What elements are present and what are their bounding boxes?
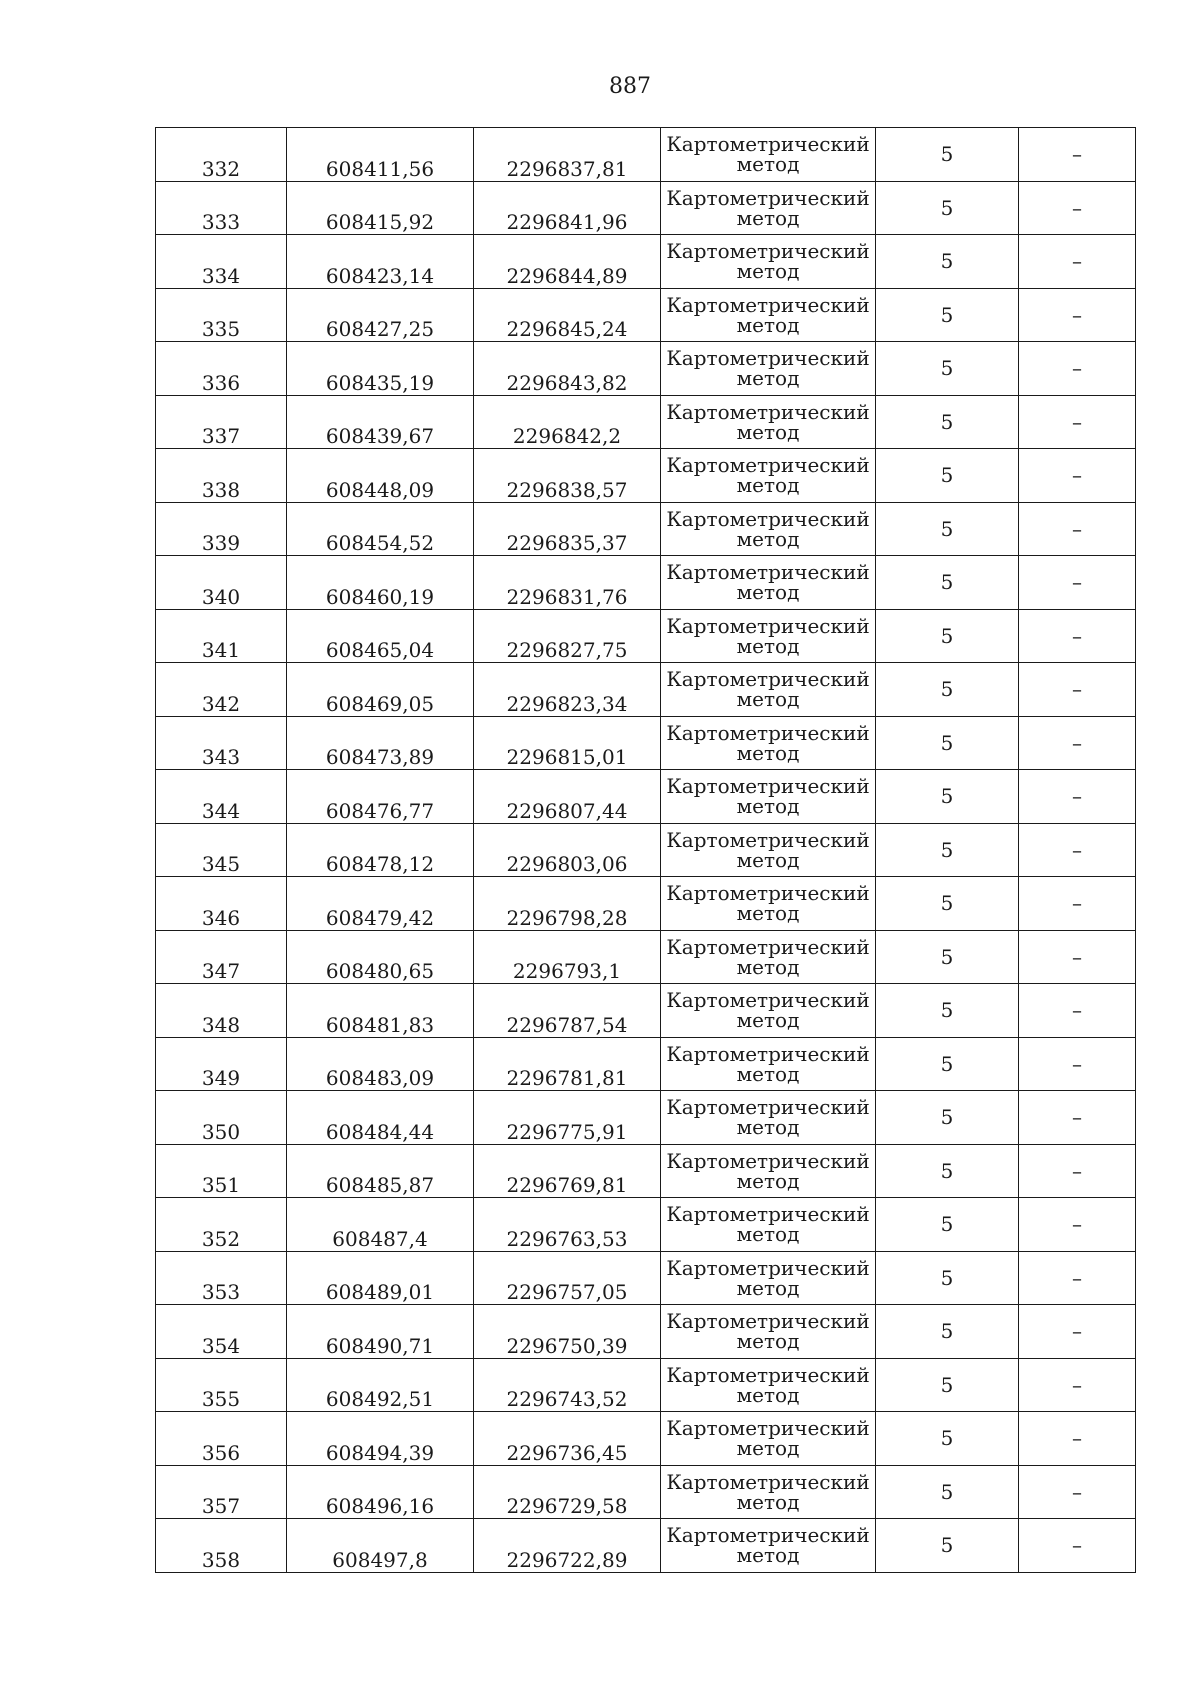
accuracy-cell: 5 xyxy=(876,1144,1019,1198)
method-cell: Картометрический метод xyxy=(661,342,876,396)
x-coordinate-cell: 608489,01 xyxy=(287,1251,474,1305)
x-coordinate-cell: 608490,71 xyxy=(287,1305,474,1359)
accuracy-cell: 5 xyxy=(876,1358,1019,1412)
method-cell: Картометрический метод xyxy=(661,877,876,931)
point-number-cell: 349 xyxy=(156,1037,287,1091)
y-coordinate-cell: 2296793,1 xyxy=(474,930,661,984)
table-row xyxy=(156,128,1136,182)
note-cell: – xyxy=(1019,1358,1136,1412)
accuracy-cell: 5 xyxy=(876,1198,1019,1252)
y-coordinate-cell: 2296736,45 xyxy=(474,1412,661,1466)
table-row xyxy=(156,288,1136,342)
y-coordinate-cell: 2296781,81 xyxy=(474,1037,661,1091)
y-coordinate-cell: 2296837,81 xyxy=(474,128,661,182)
y-coordinate-cell: 2296769,81 xyxy=(474,1144,661,1198)
accuracy-cell: 5 xyxy=(876,181,1019,235)
table-row xyxy=(156,1412,1136,1466)
y-coordinate-cell: 2296823,34 xyxy=(474,663,661,717)
accuracy-cell: 5 xyxy=(876,609,1019,663)
x-coordinate-cell: 608473,89 xyxy=(287,716,474,770)
table-row xyxy=(156,1251,1136,1305)
accuracy-cell: 5 xyxy=(876,716,1019,770)
method-cell: Картометрический метод xyxy=(661,1305,876,1359)
table-row xyxy=(156,716,1136,770)
note-cell: – xyxy=(1019,1412,1136,1466)
note-cell: – xyxy=(1019,609,1136,663)
y-coordinate-cell: 2296841,96 xyxy=(474,181,661,235)
table-row xyxy=(156,663,1136,717)
y-coordinate-cell: 2296722,89 xyxy=(474,1519,661,1573)
y-coordinate-cell: 2296729,58 xyxy=(474,1465,661,1519)
method-cell: Картометрический метод xyxy=(661,663,876,717)
y-coordinate-cell: 2296831,76 xyxy=(474,556,661,610)
x-coordinate-cell: 608479,42 xyxy=(287,877,474,931)
note-cell: – xyxy=(1019,877,1136,931)
note-cell: – xyxy=(1019,1519,1136,1573)
note-cell: – xyxy=(1019,984,1136,1038)
table-row xyxy=(156,181,1136,235)
method-cell: Картометрический метод xyxy=(661,556,876,610)
method-cell: Картометрический метод xyxy=(661,1144,876,1198)
y-coordinate-cell: 2296845,24 xyxy=(474,288,661,342)
x-coordinate-cell: 608483,09 xyxy=(287,1037,474,1091)
x-coordinate-cell: 608454,52 xyxy=(287,502,474,556)
table-row xyxy=(156,1198,1136,1252)
accuracy-cell: 5 xyxy=(876,128,1019,182)
x-coordinate-cell: 608481,83 xyxy=(287,984,474,1038)
point-number-cell: 351 xyxy=(156,1144,287,1198)
x-coordinate-cell: 608480,65 xyxy=(287,930,474,984)
note-cell: – xyxy=(1019,770,1136,824)
method-cell: Картометрический метод xyxy=(661,770,876,824)
table-row xyxy=(156,609,1136,663)
point-number-cell: 346 xyxy=(156,877,287,931)
table-row xyxy=(156,1465,1136,1519)
method-cell: Картометрический метод xyxy=(661,930,876,984)
method-cell: Картометрический метод xyxy=(661,1091,876,1145)
accuracy-cell: 5 xyxy=(876,1251,1019,1305)
table-row xyxy=(156,1037,1136,1091)
method-cell: Картометрический метод xyxy=(661,449,876,503)
x-coordinate-cell: 608487,4 xyxy=(287,1198,474,1252)
x-coordinate-cell: 608411,56 xyxy=(287,128,474,182)
x-coordinate-cell: 608494,39 xyxy=(287,1412,474,1466)
note-cell: – xyxy=(1019,1037,1136,1091)
method-cell: Картометрический метод xyxy=(661,288,876,342)
accuracy-cell: 5 xyxy=(876,984,1019,1038)
point-number-cell: 345 xyxy=(156,823,287,877)
method-cell: Картометрический метод xyxy=(661,1037,876,1091)
note-cell: – xyxy=(1019,235,1136,289)
y-coordinate-cell: 2296750,39 xyxy=(474,1305,661,1359)
note-cell: – xyxy=(1019,930,1136,984)
y-coordinate-cell: 2296835,37 xyxy=(474,502,661,556)
table-row xyxy=(156,823,1136,877)
accuracy-cell: 5 xyxy=(876,1465,1019,1519)
x-coordinate-cell: 608476,77 xyxy=(287,770,474,824)
note-cell: – xyxy=(1019,556,1136,610)
coordinates-table xyxy=(155,127,1136,1573)
point-number-cell: 332 xyxy=(156,128,287,182)
table-row xyxy=(156,556,1136,610)
x-coordinate-cell: 608439,67 xyxy=(287,395,474,449)
point-number-cell: 340 xyxy=(156,556,287,610)
y-coordinate-cell: 2296815,01 xyxy=(474,716,661,770)
x-coordinate-cell: 608492,51 xyxy=(287,1358,474,1412)
x-coordinate-cell: 608469,05 xyxy=(287,663,474,717)
x-coordinate-cell: 608496,16 xyxy=(287,1465,474,1519)
accuracy-cell: 5 xyxy=(876,449,1019,503)
point-number-cell: 338 xyxy=(156,449,287,503)
accuracy-cell: 5 xyxy=(876,1305,1019,1359)
point-number-cell: 335 xyxy=(156,288,287,342)
table-row xyxy=(156,1358,1136,1412)
y-coordinate-cell: 2296807,44 xyxy=(474,770,661,824)
x-coordinate-cell: 608497,8 xyxy=(287,1519,474,1573)
accuracy-cell: 5 xyxy=(876,930,1019,984)
point-number-cell: 356 xyxy=(156,1412,287,1466)
accuracy-cell: 5 xyxy=(876,1519,1019,1573)
accuracy-cell: 5 xyxy=(876,823,1019,877)
point-number-cell: 350 xyxy=(156,1091,287,1145)
point-number-cell: 352 xyxy=(156,1198,287,1252)
x-coordinate-cell: 608478,12 xyxy=(287,823,474,877)
method-cell: Картометрический метод xyxy=(661,609,876,663)
table-row xyxy=(156,1305,1136,1359)
table-row xyxy=(156,1519,1136,1573)
note-cell: – xyxy=(1019,1251,1136,1305)
y-coordinate-cell: 2296803,06 xyxy=(474,823,661,877)
table-row xyxy=(156,877,1136,931)
table-row xyxy=(156,1144,1136,1198)
note-cell: – xyxy=(1019,342,1136,396)
accuracy-cell: 5 xyxy=(876,395,1019,449)
y-coordinate-cell: 2296743,52 xyxy=(474,1358,661,1412)
note-cell: – xyxy=(1019,128,1136,182)
page-number: 887 xyxy=(609,74,651,99)
x-coordinate-cell: 608465,04 xyxy=(287,609,474,663)
method-cell: Картометрический метод xyxy=(661,1519,876,1573)
y-coordinate-cell: 2296763,53 xyxy=(474,1198,661,1252)
x-coordinate-cell: 608484,44 xyxy=(287,1091,474,1145)
note-cell: – xyxy=(1019,181,1136,235)
method-cell: Картометрический метод xyxy=(661,716,876,770)
accuracy-cell: 5 xyxy=(876,288,1019,342)
note-cell: – xyxy=(1019,1091,1136,1145)
method-cell: Картометрический метод xyxy=(661,1465,876,1519)
note-cell: – xyxy=(1019,1305,1136,1359)
note-cell: – xyxy=(1019,1198,1136,1252)
table-row xyxy=(156,449,1136,503)
point-number-cell: 357 xyxy=(156,1465,287,1519)
y-coordinate-cell: 2296757,05 xyxy=(474,1251,661,1305)
accuracy-cell: 5 xyxy=(876,877,1019,931)
x-coordinate-cell: 608448,09 xyxy=(287,449,474,503)
y-coordinate-cell: 2296838,57 xyxy=(474,449,661,503)
method-cell: Картометрический метод xyxy=(661,1198,876,1252)
x-coordinate-cell: 608460,19 xyxy=(287,556,474,610)
accuracy-cell: 5 xyxy=(876,1037,1019,1091)
note-cell: – xyxy=(1019,1144,1136,1198)
table-row xyxy=(156,770,1136,824)
accuracy-cell: 5 xyxy=(876,502,1019,556)
point-number-cell: 333 xyxy=(156,181,287,235)
y-coordinate-cell: 2296827,75 xyxy=(474,609,661,663)
accuracy-cell: 5 xyxy=(876,770,1019,824)
accuracy-cell: 5 xyxy=(876,235,1019,289)
point-number-cell: 337 xyxy=(156,395,287,449)
point-number-cell: 342 xyxy=(156,663,287,717)
x-coordinate-cell: 608423,14 xyxy=(287,235,474,289)
y-coordinate-cell: 2296798,28 xyxy=(474,877,661,931)
method-cell: Картометрический метод xyxy=(661,984,876,1038)
point-number-cell: 343 xyxy=(156,716,287,770)
point-number-cell: 339 xyxy=(156,502,287,556)
table-row xyxy=(156,342,1136,396)
y-coordinate-cell: 2296787,54 xyxy=(474,984,661,1038)
note-cell: – xyxy=(1019,288,1136,342)
method-cell: Картометрический метод xyxy=(661,1358,876,1412)
accuracy-cell: 5 xyxy=(876,556,1019,610)
method-cell: Картометрический метод xyxy=(661,181,876,235)
point-number-cell: 354 xyxy=(156,1305,287,1359)
table-row xyxy=(156,395,1136,449)
note-cell: – xyxy=(1019,663,1136,717)
coordinates-table-body xyxy=(156,128,1136,1573)
y-coordinate-cell: 2296843,82 xyxy=(474,342,661,396)
method-cell: Картометрический метод xyxy=(661,823,876,877)
x-coordinate-cell: 608435,19 xyxy=(287,342,474,396)
table-row xyxy=(156,1091,1136,1145)
table-row xyxy=(156,235,1136,289)
y-coordinate-cell: 2296842,2 xyxy=(474,395,661,449)
note-cell: – xyxy=(1019,502,1136,556)
method-cell: Картометрический метод xyxy=(661,128,876,182)
note-cell: – xyxy=(1019,1465,1136,1519)
table-row xyxy=(156,984,1136,1038)
x-coordinate-cell: 608415,92 xyxy=(287,181,474,235)
point-number-cell: 344 xyxy=(156,770,287,824)
method-cell: Картометрический метод xyxy=(661,235,876,289)
point-number-cell: 336 xyxy=(156,342,287,396)
y-coordinate-cell: 2296844,89 xyxy=(474,235,661,289)
method-cell: Картометрический метод xyxy=(661,395,876,449)
table-row xyxy=(156,502,1136,556)
accuracy-cell: 5 xyxy=(876,1091,1019,1145)
point-number-cell: 348 xyxy=(156,984,287,1038)
point-number-cell: 355 xyxy=(156,1358,287,1412)
method-cell: Картометрический метод xyxy=(661,502,876,556)
point-number-cell: 358 xyxy=(156,1519,287,1573)
x-coordinate-cell: 608485,87 xyxy=(287,1144,474,1198)
note-cell: – xyxy=(1019,716,1136,770)
method-cell: Картометрический метод xyxy=(661,1412,876,1466)
point-number-cell: 334 xyxy=(156,235,287,289)
x-coordinate-cell: 608427,25 xyxy=(287,288,474,342)
note-cell: – xyxy=(1019,395,1136,449)
accuracy-cell: 5 xyxy=(876,663,1019,717)
accuracy-cell: 5 xyxy=(876,1412,1019,1466)
point-number-cell: 347 xyxy=(156,930,287,984)
table-row xyxy=(156,930,1136,984)
point-number-cell: 341 xyxy=(156,609,287,663)
note-cell: – xyxy=(1019,823,1136,877)
accuracy-cell: 5 xyxy=(876,342,1019,396)
note-cell: – xyxy=(1019,449,1136,503)
y-coordinate-cell: 2296775,91 xyxy=(474,1091,661,1145)
point-number-cell: 353 xyxy=(156,1251,287,1305)
method-cell: Картометрический метод xyxy=(661,1251,876,1305)
